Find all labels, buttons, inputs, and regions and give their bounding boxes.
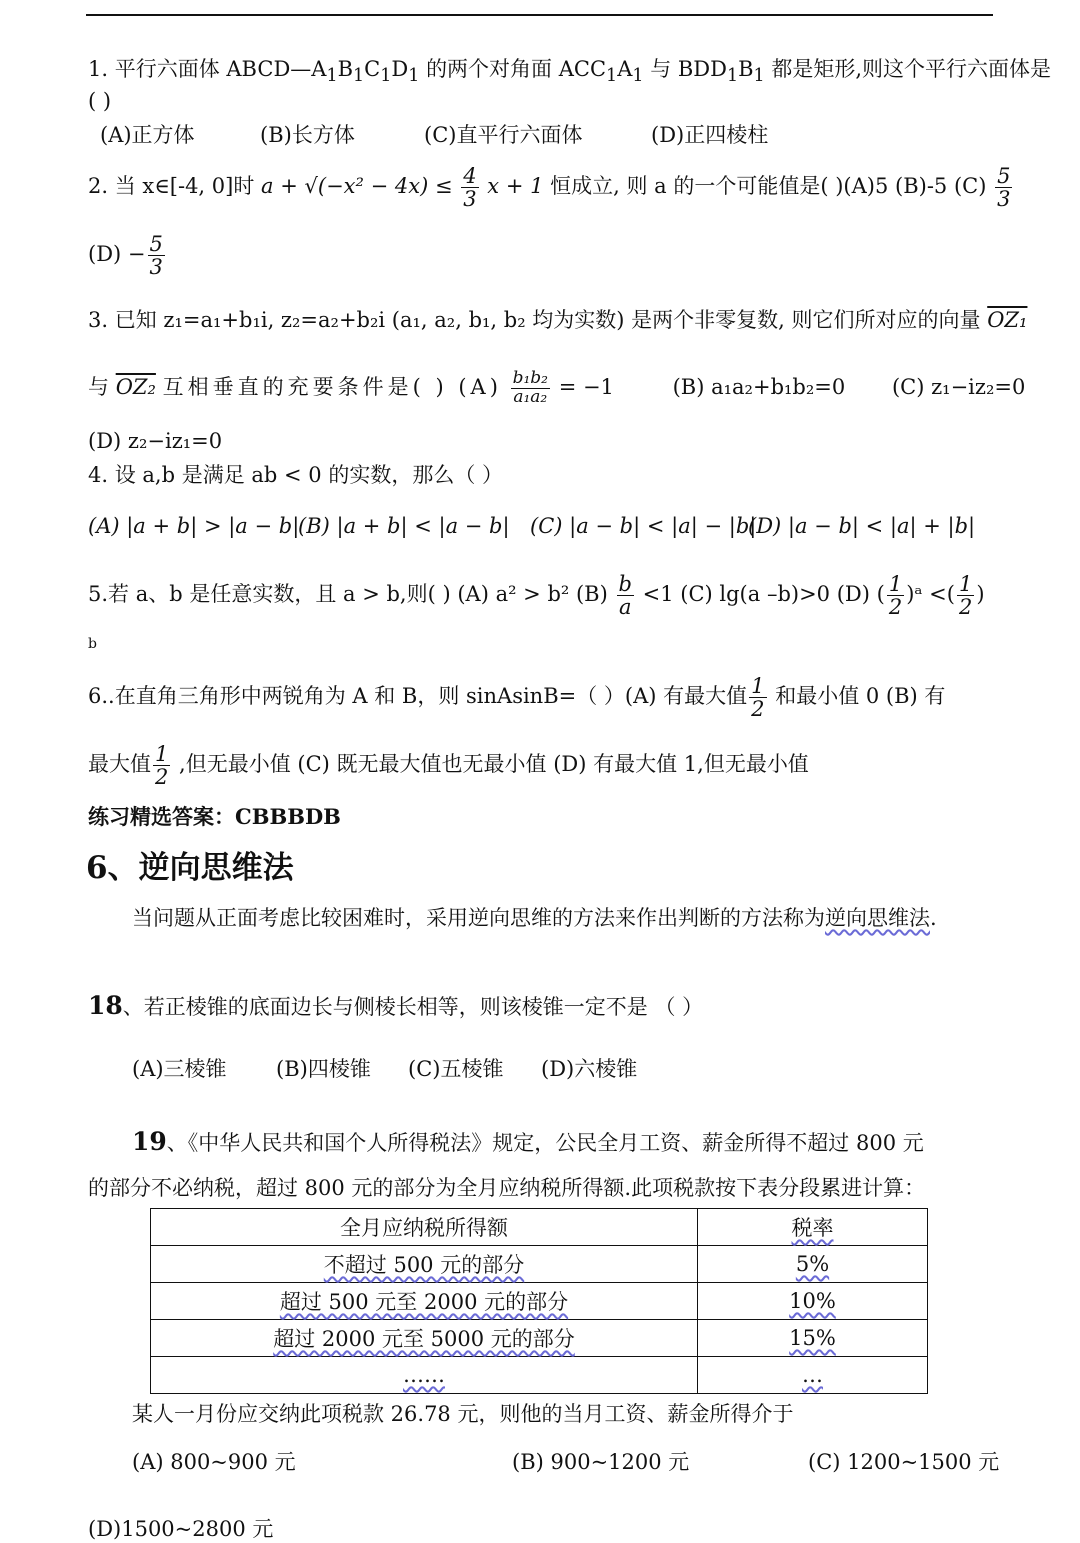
q3-option-d: (D) z₂−iz₁=0: [88, 429, 223, 453]
q1-option-c: (C)直平行六面体: [424, 123, 583, 147]
q6-stem: 6..在直角三角形中两锐角为 A 和 B，则 sinAsinB=（ ）(A) 有最大值 $\frac{1}{2}$ 和最小值 0 (B) 有: [88, 673, 946, 721]
q19-line2: 的部分不必纳税，超过 800 元的部分为全月应纳税所得额.此项税款按下表分段累进计算：: [88, 1176, 926, 1200]
table-header-income: 全月应纳税所得额: [151, 1209, 698, 1246]
q18-option-c: (C)五棱锥: [408, 1057, 504, 1081]
answer-key: 练习精选答案：CBBBDB: [88, 804, 341, 829]
q3-vector-oz1: OZ₁: [987, 308, 1028, 332]
q18-stem: 18、若正棱锥的底面边长与侧棱长相等，则该棱锥一定不是 （ ）: [88, 991, 704, 1020]
q1-option-b: (B)长方体: [260, 123, 355, 147]
term-reverse-thinking: 逆向思维法: [825, 906, 930, 930]
table-row: 超过 500 元至 2000 元的部分 10%: [151, 1283, 928, 1320]
table-row: …… …: [151, 1357, 928, 1394]
table-row: 不超过 500 元的部分 5%: [151, 1246, 928, 1283]
q5-overflow: b: [88, 636, 97, 652]
q1-option-d: (D)正四棱柱: [651, 123, 769, 147]
q4-option-c: (C) |a − b| < |a| − |b|: [530, 514, 757, 538]
q18-option-b: (B)四棱锥: [276, 1057, 371, 1081]
tax-rate-table: [150, 1208, 928, 1394]
q2-option-d: (D) − $\frac{5}{3}$: [88, 231, 163, 279]
table-row: 超过 2000 元至 5000 元的部分 15%: [151, 1320, 928, 1357]
table-header-rate: 税率: [698, 1209, 928, 1246]
q19-option-a: (A) 800~900 元: [132, 1450, 296, 1474]
section-title: 6、逆向思维法: [86, 850, 294, 886]
q18-option-a: (A)三棱锥: [132, 1057, 227, 1081]
q1-paren: ( ): [88, 89, 112, 113]
q6-line2: 最大值 $\frac{1}{2}$ ,但无最小值 (C) 既无最大值也无最小值 (D) 有最大值 1,但无最小值: [88, 741, 809, 789]
q19-option-b: (B) 900~1200 元: [512, 1450, 690, 1474]
q2-stem: 2. 当 x∈[-4, 0]时 a + √(−x² − 4x) ≤ $\frac{4}{3}$ x + 1 恒成立, 则 a 的一个可能值是( )(A)5 (B)-5 (C) $\frac{5}{3}$: [88, 163, 1011, 211]
q1-stem: 1. 平行六面体 $ABCD—A_1B_1C_1D_1$ 的两个对角面 $ACC_1A_1$ 与 $BDD_1B_1$ 都是矩形,则这个平行六面体是: [88, 57, 1052, 87]
q19-line1: 19、《中华人民共和国个人所得税法》规定，公民全月工资、薪金所得不超过 800 元: [132, 1127, 924, 1156]
q1-option-a: (A)正方体: [100, 123, 195, 147]
q4-option-a: (A) |a + b| > |a − b|: [88, 514, 300, 538]
q19-question: 某人一月份应交纳此项税款 26.78 元，则他的当月工资、薪金所得介于: [132, 1402, 794, 1426]
q5-stem: 5.若 a、b 是任意实数，且 a > b,则( ) (A) a² > b² (B) $\frac{b}{a}$ <1 (C) lg(a –b)>0 (D) ( $\frac{1}{2}$ )ᵃ <( $\frac{1}{2}$ ): [88, 571, 985, 619]
q4-option-b: (B) |a + b| < |a − b|: [298, 514, 510, 538]
q3-conditions: 与 OZ₂ 互相垂直的充要条件是( ) (A) $\frac{\text{b₁b₂}}{\text{a₁a₂}}$ = −1 (B) a₁a₂+b₁b₂=0 (C) z₁−iz₂=0: [88, 368, 1026, 407]
q19-option-c: (C) 1200~1500 元: [808, 1450, 1000, 1474]
q18-option-d: (D)六棱锥: [541, 1057, 638, 1081]
q3-stem: 3. 已知 z₁=a₁+b₁i, z₂=a₂+b₂i (a₁, a₂, b₁, b₂ 均为实数) 是两个非零复数, 则它们所对应的向量 OZ₁: [88, 308, 1028, 332]
q4-option-d: (D) |a − b| < |a| + |b|: [748, 514, 976, 538]
section-paragraph: 当问题从正面考虑比较困难时，采用逆向思维的方法来作出判断的方法称为逆向思维法.: [132, 906, 937, 930]
q19-option-d: (D)1500~2800 元: [88, 1517, 274, 1541]
q4-stem: 4. 设 a,b 是满足 ab < 0 的实数，那么（ ）: [88, 463, 503, 487]
q3-vector-oz2: OZ₂: [115, 375, 156, 399]
top-rule: [86, 14, 993, 16]
table-header-row: [151, 1209, 928, 1246]
